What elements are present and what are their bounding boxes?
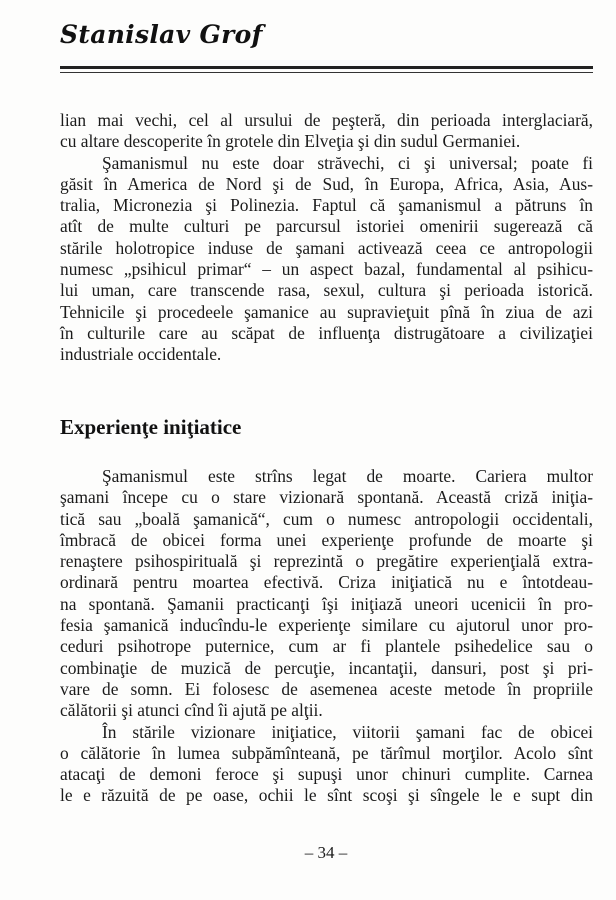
text-line: o călătorie în lumea subpămînteană, pe tărîmul morţilor. Acolo sînt — [60, 742, 593, 763]
text-line: În stările vizionare iniţiatice, viitorii şamani fac de obicei — [102, 721, 593, 742]
text-block-bottom — [60, 466, 593, 807]
text-line: renaştere psihospirituală şi reprezintă o pregătire experienţială extra- — [60, 551, 593, 572]
text-line: îmbracă de obicei forma unei experienţe profunde de moarte şi — [60, 529, 593, 550]
text-line: vare de somn. Ei folosesc de asemenea aceste metode în propriile — [60, 678, 593, 699]
text-line: Şamanismul este strîns legat de moarte. Cariera multor — [102, 466, 593, 486]
text-line: industriale occidentale. — [60, 344, 222, 365]
header-rule-thick — [60, 66, 593, 69]
text-line: cu altare descoperite în grotele din Elveţia şi din sudul Germaniei. — [60, 131, 521, 152]
text-line: atît de multe culturi pe parcursul istoriei omenirii sugerează că — [60, 216, 593, 237]
paragraph — [60, 466, 593, 722]
text-line: stările holotropice induse de şamani activează ceea ce antropologii — [60, 237, 593, 258]
text-line: ordinară pentru moartea efectivă. Criza iniţiatică nu e întotdeau- — [60, 572, 593, 593]
text-line: combinaţie de muzică de percuţie, incantaţii, dansuri, post şi pri- — [60, 657, 593, 678]
paragraph — [60, 110, 593, 153]
text-line: tică sau „boală şamanică“, cum o numesc antropologii occidentali, — [60, 508, 593, 529]
text-line: şamani începe cu o stare vizionară spontană. Această criză iniţia- — [60, 487, 593, 508]
page-number: – 34 – — [304, 843, 348, 862]
running-head-author: Stanislav Grof — [60, 20, 263, 49]
text-line: lian mai vechi, cel al ursului de peşteră, din perioada interglaciară, — [60, 110, 593, 130]
text-line: tralia, Micronezia şi Polinezia. Faptul că şamanismul a pătruns în — [60, 195, 593, 216]
text-line: le e răzuită de pe oase, ochii le sînt scoşi şi sîngele le e supt din — [60, 785, 593, 806]
text-line: na spontană. Şamanii practicanţi îşi iniţiază uneori ucenicii în pro- — [60, 593, 593, 614]
header-rule-thin — [60, 72, 593, 73]
text-line: lui uman, care transcende rasa, sexul, cultura şi perioada istorică. — [60, 280, 593, 301]
text-line: Şamanismul nu este doar străvechi, ci şi universal; poate fi — [102, 152, 593, 173]
text-line: Tehnicile şi procedeele şamanice au supravieţuit pînă în ziua de azi — [60, 301, 593, 322]
text-line: atacaţi de demoni feroce şi supuşi unor chinuri cumplite. Carnea — [60, 764, 593, 785]
text-line: numesc „psihicul primar“ – un aspect bazal, fundamental al psihicu- — [60, 259, 593, 280]
text-line: călătorii şi atunci cînd îi ajută pe alţii. — [60, 700, 323, 721]
text-line: ceduri psihotrope puternice, cum ar fi plantele psihedelice sau o — [60, 636, 593, 657]
paragraph — [60, 722, 593, 807]
section-heading: Experienţe iniţiatice — [60, 415, 242, 439]
text-block-top — [60, 110, 593, 366]
text-line: fesia şamanică inducîndu-le experienţe similare cu ajutorul unor pro- — [60, 615, 593, 636]
paragraph — [60, 153, 593, 366]
text-line: în culturile care au scăpat de influenţa distrugătoare a civilizaţiei — [60, 322, 593, 343]
text-line: găsit în America de Nord şi de Sud, în Europa, Africa, Asia, Aus- — [60, 173, 593, 194]
